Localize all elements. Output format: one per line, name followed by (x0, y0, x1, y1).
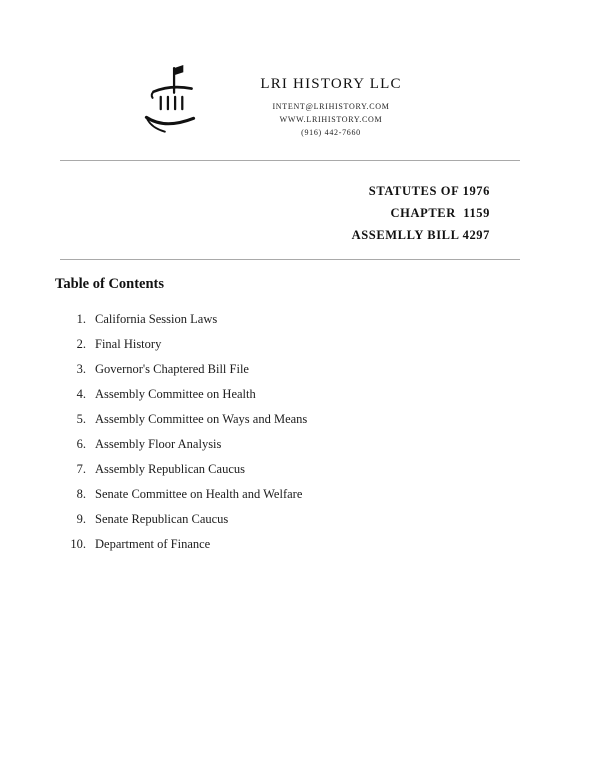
letterhead (140, 64, 446, 144)
toc-item-number: 4. (76, 387, 86, 401)
letterhead-text (216, 64, 446, 139)
toc-item (55, 388, 535, 402)
toc-item (55, 513, 535, 527)
company-name: LRI HISTORY LLC (260, 76, 402, 92)
toc-item-label: Senate Republican Caucus (95, 512, 229, 526)
toc-item-label: California Session Laws (95, 312, 218, 326)
divider-top (60, 160, 520, 161)
toc-item (55, 413, 535, 427)
toc-item-number: 10. (70, 537, 86, 551)
statutes-line: STATUTES OF 1976 (368, 184, 490, 198)
table-of-contents (55, 276, 535, 563)
toc-item-number: 5. (76, 412, 86, 426)
toc-item-number: 9. (76, 512, 86, 526)
toc-item-number: 1. (76, 312, 86, 326)
company-phone: (916) 442-7660 (301, 128, 361, 137)
toc-item-label: Assembly Republican Caucus (95, 462, 245, 476)
toc-item-label: Assembly Floor Analysis (95, 437, 222, 451)
toc-item-number: 2. (76, 337, 86, 351)
case-header (352, 180, 490, 246)
toc-title: Table of Contents (55, 276, 165, 292)
assembly-bill-line: ASSEMLLY BILL 4297 (351, 228, 490, 242)
toc-item (55, 363, 535, 377)
divider-bottom (60, 259, 520, 260)
toc-list (55, 313, 535, 552)
toc-item (55, 313, 535, 327)
toc-item-number: 8. (76, 487, 86, 501)
toc-item-label: Assembly Committee on Ways and Means (95, 412, 308, 426)
toc-item-number: 7. (76, 462, 86, 476)
toc-item-number: 6. (76, 437, 86, 451)
toc-item-label: Governor's Chaptered Bill File (95, 362, 249, 376)
toc-item (55, 538, 535, 552)
lri-logo-icon (140, 64, 202, 144)
toc-item-label: Senate Committee on Health and Welfare (95, 487, 303, 501)
toc-item (55, 463, 535, 477)
toc-item (55, 338, 535, 352)
toc-item (55, 488, 535, 502)
toc-item-label: Final History (95, 337, 162, 351)
company-website: WWW.LRIHISTORY.COM (279, 115, 383, 124)
chapter-line: CHAPTER 1159 (390, 206, 490, 220)
toc-item (55, 438, 535, 452)
toc-item-label: Assembly Committee on Health (95, 387, 256, 401)
toc-item-number: 3. (76, 362, 86, 376)
company-email: INTENT@LRIHISTORY.COM (272, 102, 390, 111)
toc-item-label: Department of Finance (95, 537, 211, 551)
